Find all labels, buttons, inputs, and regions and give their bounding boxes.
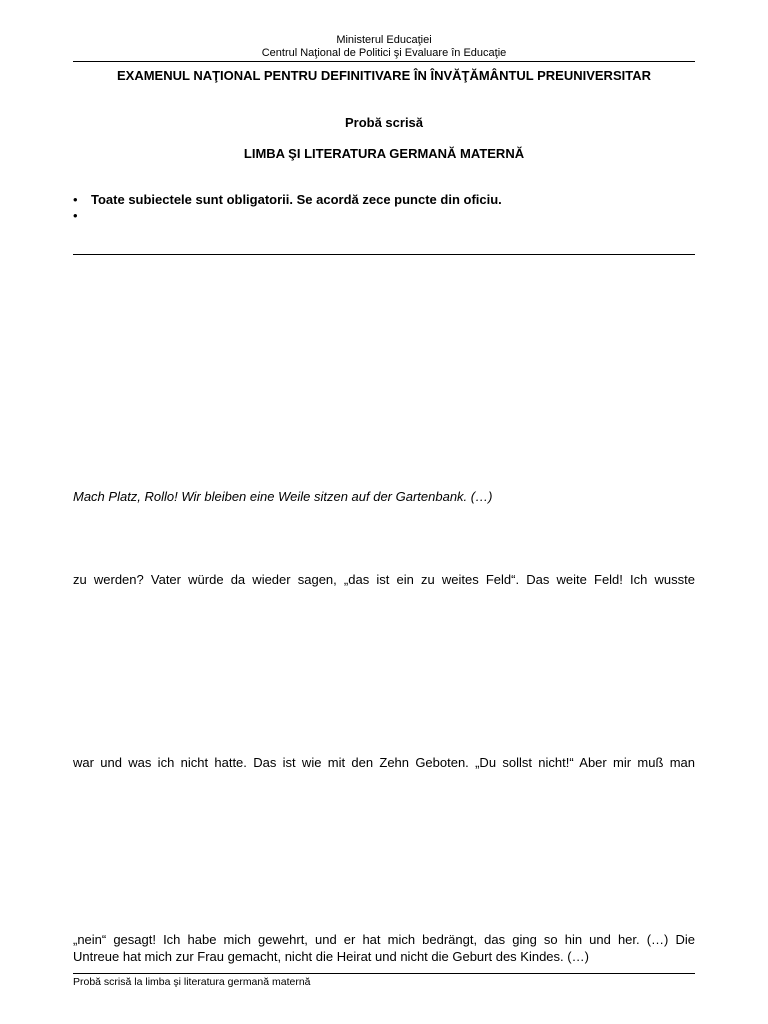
text-fragment: Mach Platz, Rollo! Wir bleiben eine Weile sitzen auf der Gartenbank. (…) (73, 489, 493, 504)
instructions-rule (73, 254, 695, 255)
text-fragment: Untreue hat mich zur Frau gemacht, nicht die Heirat und nicht die Geburt des Kindes. (…) (73, 949, 589, 964)
bullet-icon: • (73, 208, 78, 223)
text-fragment: zu werden? Vater würde da wieder sagen, „das ist ein zu weites Feld“. Das weite Feld! Ich wusste (73, 572, 695, 587)
footer-rule (73, 973, 695, 974)
subject-title: LIMBA ŞI LITERATURA GERMANĂ MATERNĂ (243, 146, 525, 161)
test-type: Probă scrisă (344, 115, 424, 130)
instruction-text: Toate subiectele sunt obligatorii. Se acordă zece puncte din oficiu. (91, 192, 502, 207)
text-fragment: war und was ich nicht hatte. Das ist wie mit den Zehn Geboten. „Du sollst nicht!“ Aber mir muß man (73, 755, 695, 770)
ministry-name: Ministerul Educaţiei (336, 34, 432, 46)
header-rule (73, 61, 695, 62)
bullet-icon: • (73, 192, 78, 207)
text-fragment: „nein“ gesagt! Ich habe mich gewehrt, und er hat mich bedrängt, das ging so hin und her. (…) Die (73, 932, 695, 947)
exam-title: EXAMENUL NAŢIONAL PENTRU DEFINITIVARE ÎN ÎNVĂŢĂMÂNTUL PREUNIVERSITAR (117, 68, 651, 83)
evaluation-center-name: Centrul Naţional de Politici şi Evaluare în Educaţie (261, 47, 507, 59)
page-footer: Probă scrisă la limba şi literatura germană maternă (73, 976, 311, 988)
